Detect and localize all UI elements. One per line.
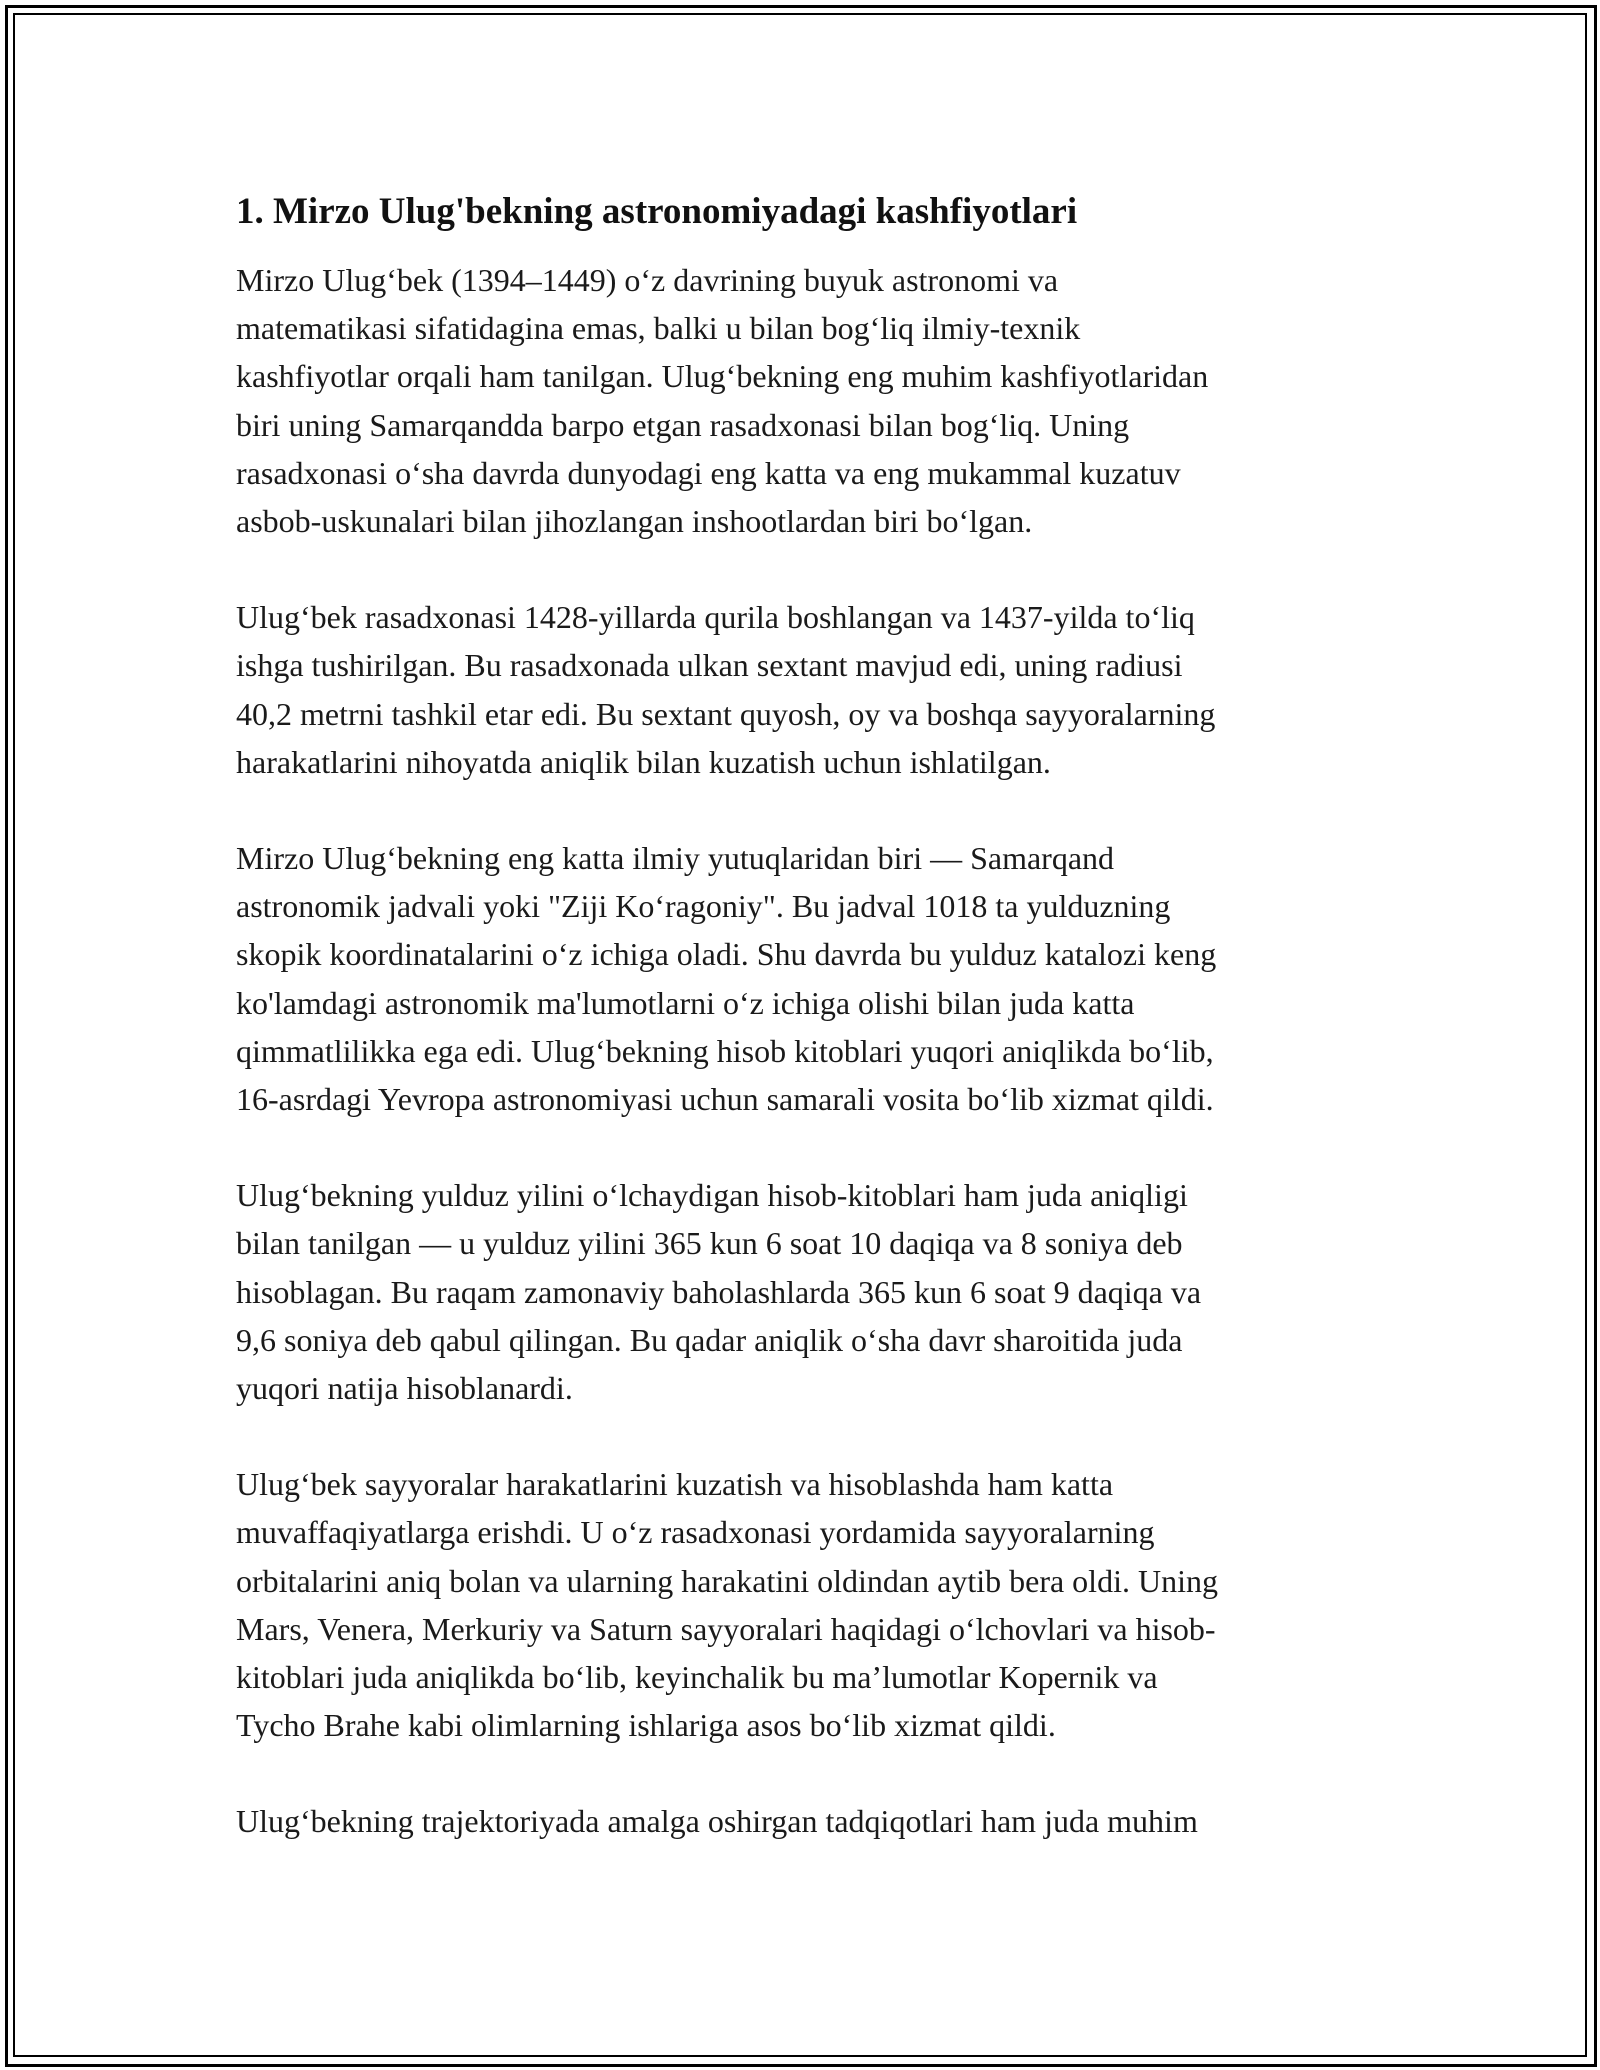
paragraph-planetary-motion: Ulug‘bek sayyoralar harakatlarini kuzatish va hisoblashda ham katta muvaffaqiyatlarga erishdi. U o‘z rasadxonasi yordamida sayyoralarning orbitalarini aniq bolan va ularning harakatini oldindan aytib bera oldi. Uning Mars, Venera, Merkuriy va Saturn sayyoralari haqidagi o‘lchovlari va hisob- kitoblari juda aniqlikda bo‘lib, keyinchalik bu ma’lumotlar Kopernik va Tycho Brahe kabi olimlarning ishlariga asos bo‘lib xizmat qildi.	[236, 1466, 1218, 1744]
paragraph-sidereal-year: Ulug‘bekning yulduz yilini o‘lchaydigan hisob-kitoblari ham juda aniqligi bilan tanilgan — u yulduz yilini 365 kun 6 soat 10 daqiqa va 8 soniya deb hisoblagan. Bu raqam zamonaviy baholashlarda 365 kun 6 soat 9 daqiqa va 9,6 soniya deb qabul qilingan. Bu qadar aniqlik o‘sha davr sharoitida juda yuqori natija hisoblanardi.	[236, 1177, 1202, 1407]
paragraph-star-catalogue: Mirzo Ulug‘bekning eng katta ilmiy yutuqlaridan biri — Samarqand astronomik jadvali yoki "Ziji Ko‘ragoniy". Bu jadval 1018 ta yulduzning skopik koordinatalarini o‘z ichiga oladi. Shu davrda bu yulduz katalozi keng ko'lamdagi astronomik ma'lumotlarni o‘z ichiga olishi bilan juda katta qimmatlilikka ega edi. Ulug‘bekning hisob kitoblari yuqori aniqlikda bo‘lib, 16-asrdagi Yevropa astronomiyasi uchun samarali vosita bo‘lib xizmat qildi.	[236, 840, 1217, 1118]
paragraph-observatory-intro: Mirzo Ulug‘bek (1394–1449) o‘z davrining buyuk astronomi va matematikasi sifatidagina emas, balki u bilan bog‘liq ilmiy-texnik kashfiyotlar orqali ham tanilgan. Ulug‘bekning eng muhim kashfiyotlaridan biri uning Samarqandda barpo etgan rasadxonasi bilan bog‘liq. Uning rasadxonasi o‘sha davrda dunyodagi eng katta va eng mukammal kuzatuv asbob-uskunalari bilan jihozlangan inshootlardan biri bo‘lgan.	[236, 262, 1209, 540]
paragraph-trajectory: Ulug‘bekning trajektoriyada amalga oshirgan tadqiqotlari ham juda muhim	[236, 1803, 1198, 1840]
paragraph-observatory-construction: Ulug‘bek rasadxonasi 1428-yillarda qurila boshlangan va 1437-yilda to‘liq ishga tushirilgan. Bu rasadxonada ulkan sextant mavjud edi, uning radiusi 40,2 metrni tashkil etar edi. Bu sextant quyosh, oy va boshqa sayyoralarning harakatlarini nihoyatda aniqlik bilan kuzatish uchun ishlatilgan.	[236, 599, 1216, 780]
document-body	[236, 188, 1386, 1894]
section-heading: 1. Mirzo Ulug'bekning astronomiyadagi kashfiyotlari	[236, 191, 1078, 232]
